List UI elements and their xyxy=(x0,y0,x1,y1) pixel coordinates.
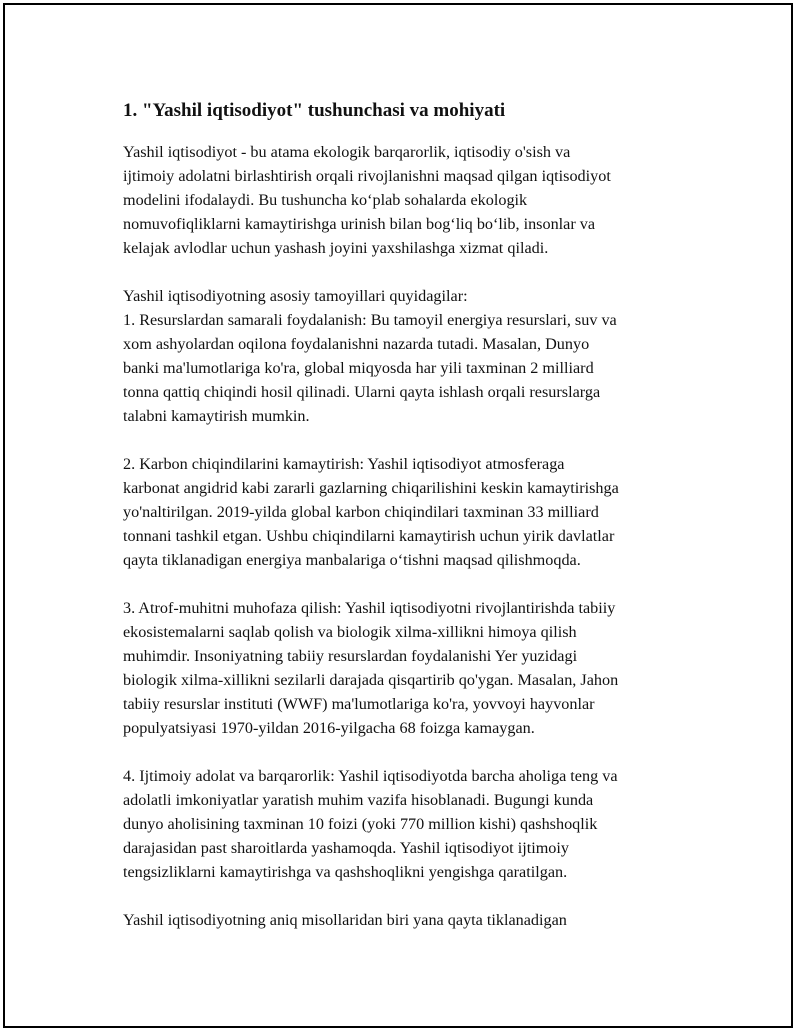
section-heading: 1. "Yashil iqtisodiyot" tushunchasi va mohiyati xyxy=(123,100,506,121)
text-line: 1. Resurslardan samarali foydalanish: Bu tamoyil energiya resurslari, suv va xyxy=(123,311,617,329)
text-line: adolatli imkoniyatlar yaratish muhim vazifa hisoblanadi. Bugungi kunda xyxy=(123,791,594,809)
text-line: Yashil iqtisodiyotning asosiy tamoyillari quyidagilar: xyxy=(123,287,468,305)
text-line: Yashil iqtisodiyot - bu atama ekologik barqarorlik, iqtisodiy o'sish va xyxy=(123,143,571,161)
text-line: qayta tiklanadigan energiya manbalariga o‘tishni maqsad qilishmoqda. xyxy=(123,551,581,569)
body-text xyxy=(123,140,693,932)
text-line: kelajak avlodlar uchun yashash joyini yaxshilashga xizmat qiladi. xyxy=(123,239,549,257)
document-body xyxy=(123,99,693,932)
text-line: yo'naltirilgan. 2019-yilda global karbon chiqindilari taxminan 33 milliard xyxy=(123,503,599,521)
text-line: ijtimoiy adolatni birlashtirish orqali rivojlanishni maqsad qilgan iqtisodiyot xyxy=(123,167,611,185)
text-line: tonna qattiq chiqindi hosil qilinadi. Ularni qayta ishlash orqali resurslarga xyxy=(123,383,601,401)
text-line: darajasidan past sharoitlarda yashamoqda. Yashil iqtisodiyot ijtimoiy xyxy=(123,839,569,857)
text-line: biologik xilma-xillikni sezilarli darajada qisqartirib qo'ygan. Masalan, Jahon xyxy=(123,671,619,689)
text-line: dunyo aholisining taxminan 10 foizi (yoki 770 million kishi) qashshoqlik xyxy=(123,815,598,833)
text-line: populyatsiyasi 1970-yildan 2016-yilgacha 68 foizga kamaygan. xyxy=(123,719,535,737)
text-line: karbonat angidrid kabi zararli gazlarning chiqarilishini keskin kamaytirishga xyxy=(123,479,619,497)
text-line: nomuvofiqliklarni kamaytirishga urinish bilan bog‘liq bo‘lib, insonlar va xyxy=(123,215,596,233)
text-line: 2. Karbon chiqindilarini kamaytirish: Yashil iqtisodiyot atmosferaga xyxy=(123,455,565,473)
text-line: Yashil iqtisodiyotning aniq misollaridan biri yana qayta tiklanadigan xyxy=(123,911,567,929)
text-line: muhimdir. Insoniyatning tabiiy resurslardan foydalanishi Yer yuzidagi xyxy=(123,647,578,665)
page-frame xyxy=(3,3,793,1028)
text-line: tonnani tashkil etgan. Ushbu chiqindilarni kamaytirish uchun yirik davlatlar xyxy=(123,527,615,545)
text-line: talabni kamaytirish mumkin. xyxy=(123,407,310,425)
text-line: tengsizliklarni kamaytirishga va qashshoqlikni yengishga qaratilgan. xyxy=(123,863,568,881)
text-line: modelini ifodalaydi. Bu tushuncha ko‘plab sohalarda ekologik xyxy=(123,191,528,209)
text-line: banki ma'lumotlariga ko'ra, global miqyosda har yili taxminan 2 milliard xyxy=(123,359,594,377)
text-line: 3. Atrof-muhitni muhofaza qilish: Yashil iqtisodiyotni rivojlantirishda tabiiy xyxy=(123,599,616,617)
text-line: 4. Ijtimoiy adolat va barqarorlik: Yashil iqtisodiyotda barcha aholiga teng va xyxy=(123,767,618,785)
text-line: xom ashyolardan oqilona foydalanishni nazarda tutadi. Masalan, Dunyo xyxy=(123,335,590,353)
paragraph-gap xyxy=(123,428,693,452)
paragraph-gap xyxy=(123,740,693,764)
text-line: ekosistemalarni saqlab qolish va biologik xilma-xillikni himoya qilish xyxy=(123,623,577,641)
text-line: tabiiy resurslar instituti (WWF) ma'lumotlariga ko'ra, yovvoyi hayvonlar xyxy=(123,695,595,713)
paragraph-gap xyxy=(123,260,693,284)
paragraph-gap xyxy=(123,572,693,596)
paragraph-gap xyxy=(123,884,693,908)
